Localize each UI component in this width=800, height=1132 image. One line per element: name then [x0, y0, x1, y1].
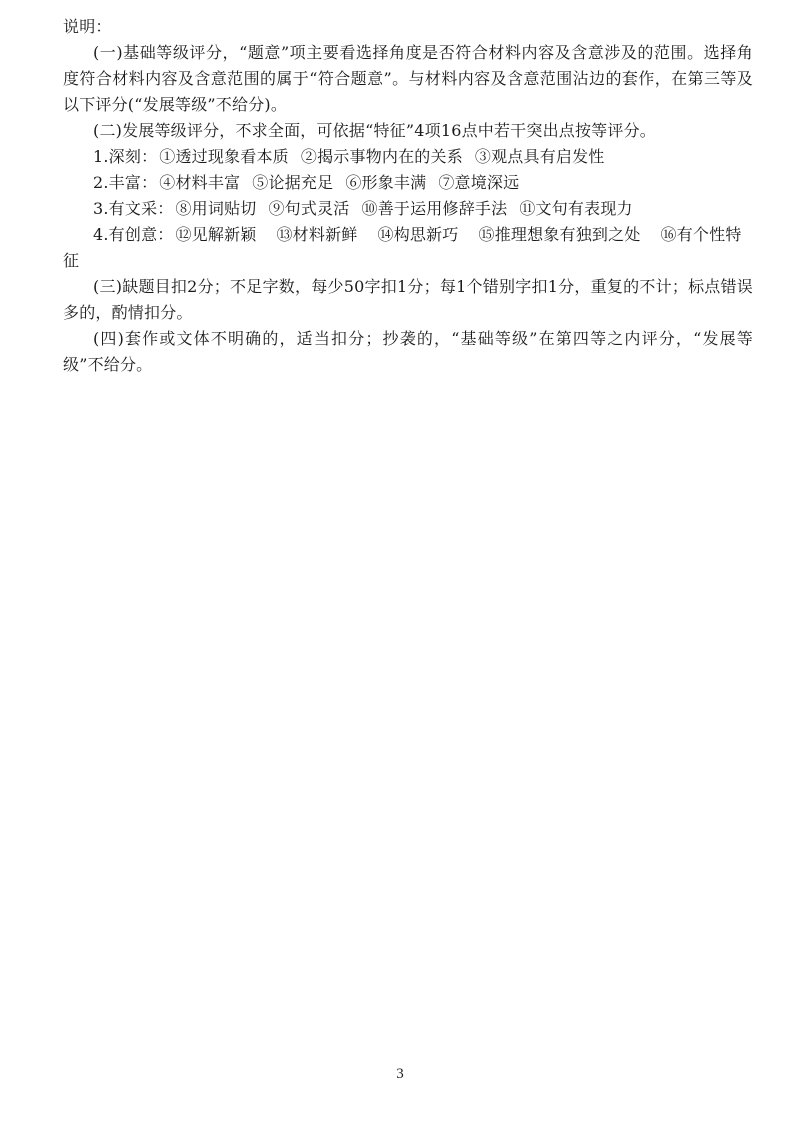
criteria-label: 4.有创意： [93, 225, 174, 244]
criteria-point: ⑬材料新鲜 [276, 225, 358, 244]
page-number: 3 [396, 1066, 404, 1082]
criteria-point: ⑯有个性特征 [63, 225, 742, 270]
criteria-point: ⑥形象丰满 [345, 173, 427, 192]
criteria-point: ⑪文句有表现力 [519, 199, 633, 218]
paragraph-development-grade: (二)发展等级评分，不求全面，可依据“特征”4项16点中若干突出点按等评分。 [93, 121, 656, 140]
criteria-point: ⑨句式灵活 [268, 199, 350, 218]
criteria-point: ③观点具有启发性 [474, 147, 605, 166]
criteria-richness [63, 170, 753, 196]
criteria-literary-grace [63, 196, 753, 222]
notes-heading: 说明： [63, 17, 112, 36]
criteria-point: ⑧用词贴切 [175, 199, 257, 218]
criteria-label: 3.有文采： [93, 199, 174, 218]
paragraph-basic-grade: (一)基础等级评分，“题意”项主要看选择角度是否符合材料内容及含意涉及的范围。选择角度符合材料内容及含意范围的属于“符合题意”。与材料内容及含意范围沾边的套作，在第三等及以下评分(“发展等级”不给分)。 [63, 43, 753, 114]
criteria-point: ⑭构思新巧 [377, 225, 459, 244]
document-body [63, 14, 753, 378]
criteria-depth [63, 144, 753, 170]
criteria-point: ⑫见解新颖 [175, 225, 257, 244]
criteria-point: ⑮推理想象有独到之处 [478, 225, 641, 244]
criteria-label: 2.丰富： [93, 173, 158, 192]
paragraph-plagiarism: (四)套作或文体不明确的，适当扣分；抄袭的，“基础等级”在第四等之内评分，“发展等级”不给分。 [63, 329, 753, 374]
criteria-point: ②揭示事物内在的关系 [300, 147, 463, 166]
criteria-point: ④材料丰富 [159, 173, 241, 192]
criteria-label: 1.深刻： [93, 147, 158, 166]
criteria-point: ⑩善于运用修辞手法 [361, 199, 508, 218]
criteria-point: ①透过现象看本质 [159, 147, 289, 166]
criteria-point: ⑦意境深远 [438, 173, 520, 192]
criteria-point: ⑤论据充足 [252, 173, 334, 192]
paragraph-deductions: (三)缺题目扣2分；不足字数，每少50字扣1分；每1个错别字扣1分，重复的不计；标点错误多的，酌情扣分。 [63, 277, 753, 322]
criteria-creativity [63, 222, 753, 274]
